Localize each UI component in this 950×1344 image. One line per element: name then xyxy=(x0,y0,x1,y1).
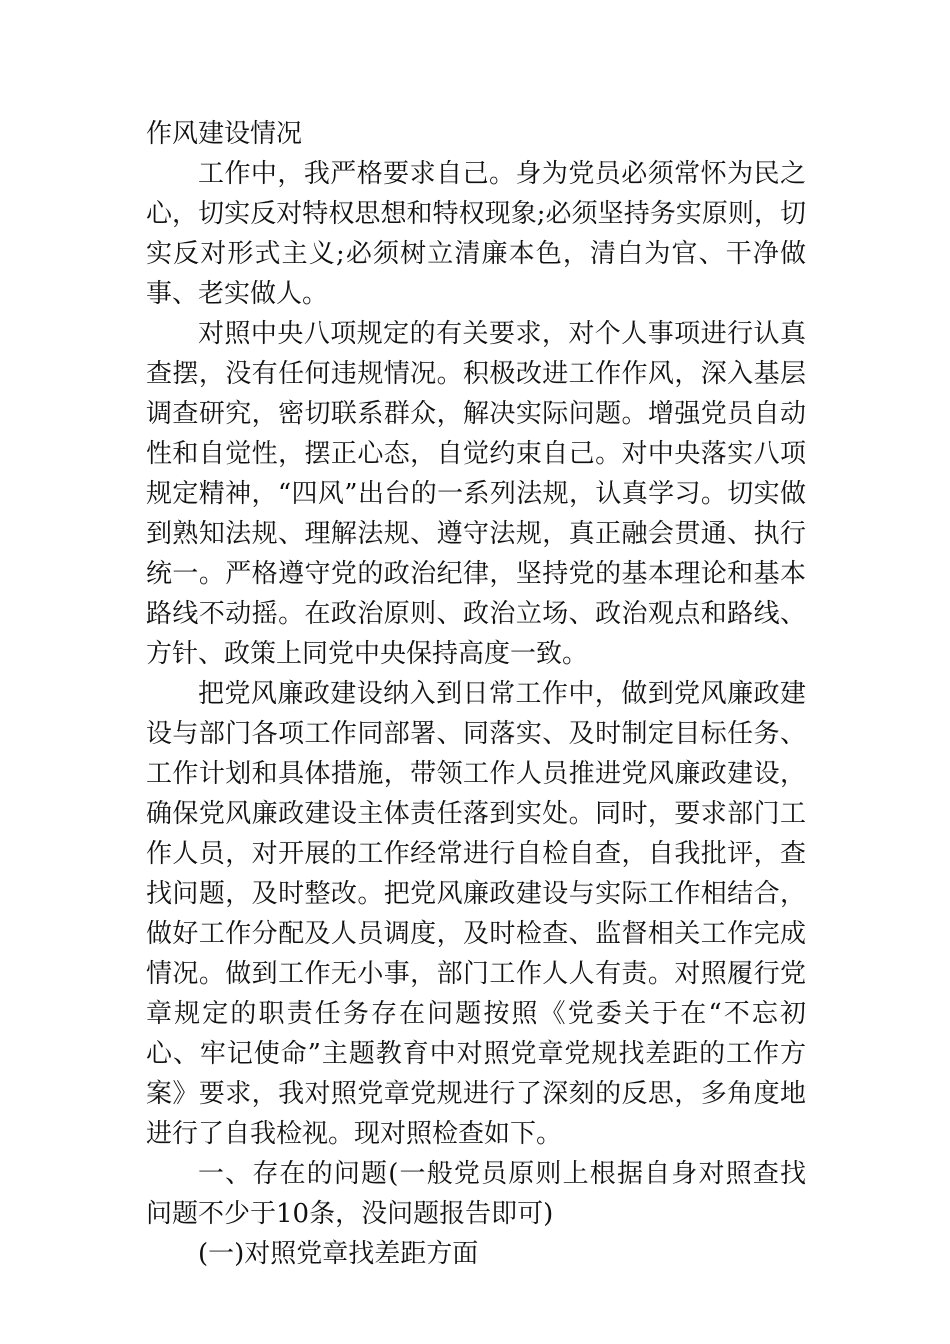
paragraph-existing-problems: 一、存在的问题(一般党员原则上根据自身对照查找问题不少于10条，没问题报告即可) xyxy=(146,1159,806,1229)
subheading-party-constitution: (一)对照党章找差距方面 xyxy=(198,1239,479,1269)
paragraph-eight-regulations: 对照中央八项规定的有关要求，对个人事项进行认真查摆，没有任何违规情况。积极改进工作作风，深入基层调查研究，密切联系群众，解决实际问题。增强党员自动性和自觉性，摆正心态，自觉约束自己。对中央落实八项规定精神，“四风”出台的一系列法规，认真学习。切实做到熟知法规、理解法规、遵守法规，真正融会贯通、执行统一。严格遵守党的政治纪律，坚持党的基本理论和基本路线不动摇。在政治原则、政治立场、政治观点和路线、方针、政策上同党中央保持高度一致。 xyxy=(146,319,806,669)
section-title: 作风建设情况 xyxy=(146,119,303,149)
paragraph-work-attitude: 工作中，我严格要求自己。身为党员必须常怀为民之心，切实反对特权思想和特权现象;必须坚持务实原则，切实反对形式主义;必须树立清廉本色，清白为官、干净做事、老实做人。 xyxy=(146,159,806,309)
document-body xyxy=(146,114,806,1274)
paragraph-clean-government: 把党风廉政建设纳入到日常工作中，做到党风廉政建设与部门各项工作同部署、同落实、及时制定目标任务、工作计划和具体措施，带领工作人员推进党风廉政建设，确保党风廉政建设主体责任落到实处。同时，要求部门工作人员，对开展的工作经常进行自检自查，自我批评，查找问题，及时整改。把党风廉政建设与实际工作相结合，做好工作分配及人员调度，及时检查、监督相关工作完成情况。做到工作无小事，部门工作人人有责。对照履行党章规定的职责任务存在问题按照《党委关于在“不忘初心、牢记使命”主题教育中对照党章党规找差距的工作方案》要求，我对照党章党规进行了深刻的反思，多角度地进行了自我检视。现对照检查如下。 xyxy=(146,679,806,1149)
